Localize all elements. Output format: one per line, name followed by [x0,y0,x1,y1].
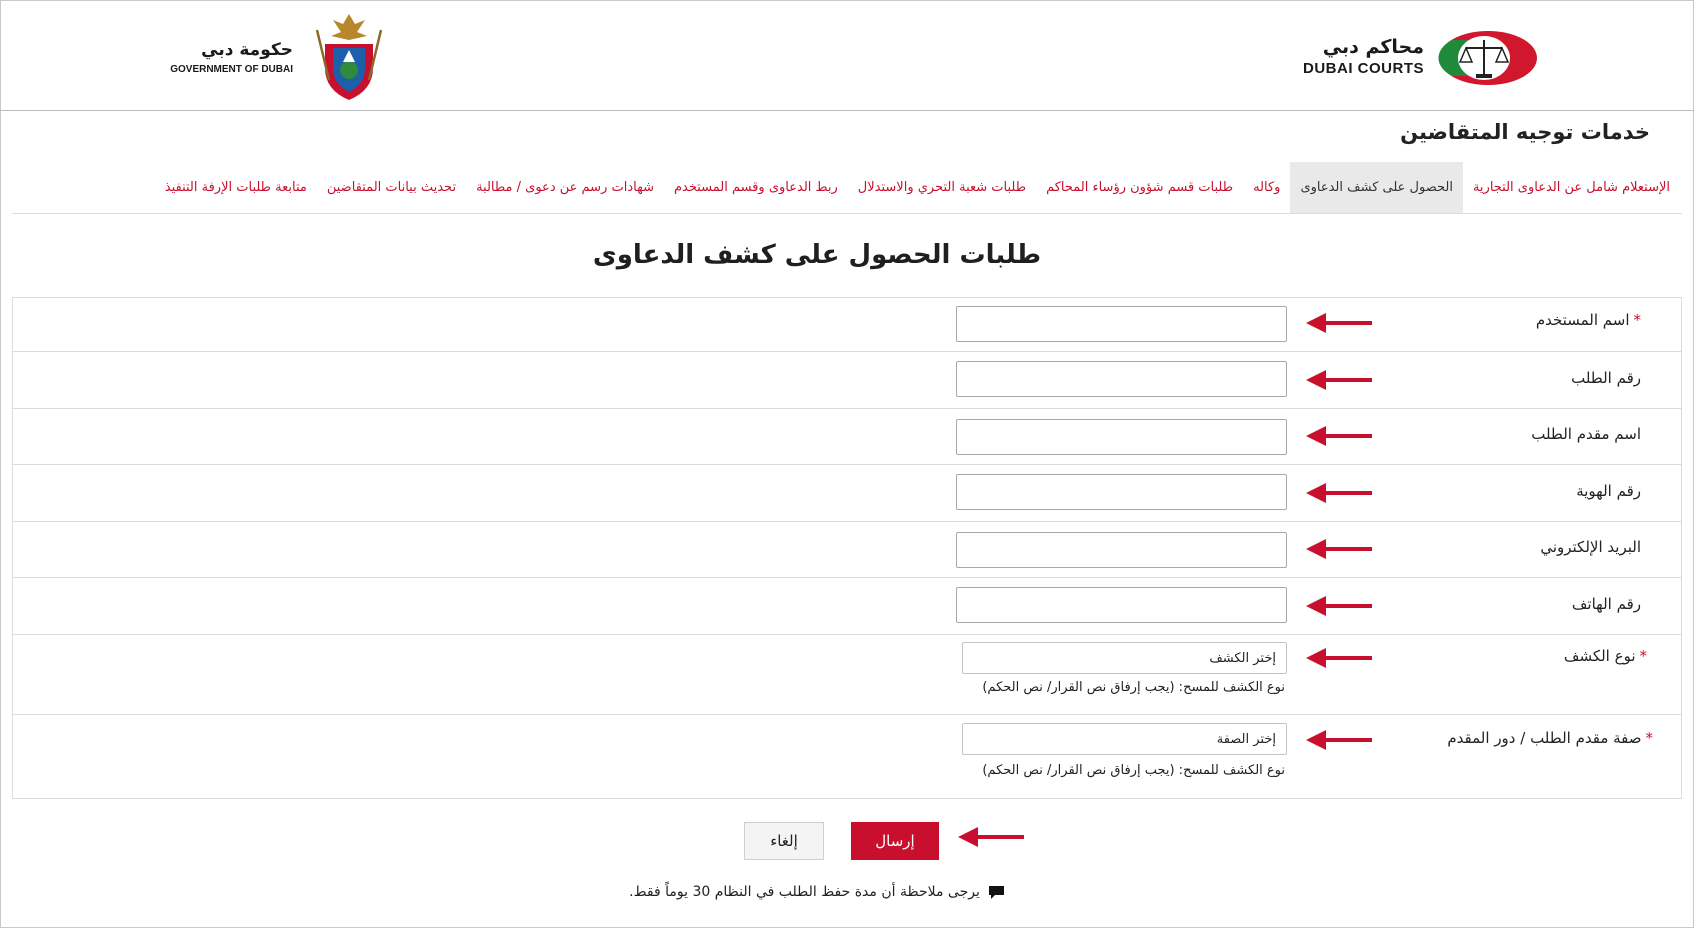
arrow-left-icon [958,826,1024,848]
form-row-email [13,522,1681,578]
field-label-email: البريد الإلكتروني [1540,538,1641,556]
speech-bubble-icon [988,885,1005,900]
gov-name-ar: حكومة دبي [201,40,293,60]
page-heading [0,240,1694,270]
nav-tab-cases-report[interactable]: الحصول على كشف الدعاوى [1290,162,1463,213]
form-row-request-number [13,352,1681,409]
applicant-role-selected: إختر الصفة [1216,731,1276,747]
applicant-name-input[interactable] [956,419,1287,455]
nav-tab-link-cases[interactable]: ربط الدعاوى وقسم المستخدم [673,180,838,195]
arrow-left-icon [1306,647,1372,669]
request-form [12,297,1682,799]
courts-logo-text [1303,36,1424,77]
government-emblem-icon [303,10,395,102]
retention-note-text: يرجى ملاحظة أن مدة حفظ الطلب في النظام 30 يوماً فقط. [629,884,980,900]
arrow-left-icon [1306,425,1372,447]
nav-tab-court-presidents-requests[interactable]: طلبات قسم شؤون رؤساء المحاكم [1046,180,1234,195]
nav-tab-execution-requests[interactable]: متابعة طلبات الإرفة التنفيذ [164,180,307,195]
nav-tab-update-litigant-data[interactable]: تحديث بيانات المتقاضين [326,180,457,195]
phone-input[interactable] [956,587,1287,623]
dubai-courts-logo[interactable] [1298,22,1538,90]
cancel-button[interactable]: إلغاء [744,822,824,860]
nav-tab-investigation-requests[interactable]: طلبات شعبة التحري والاستدلال [857,180,1027,195]
page-heading-text: طلبات الحصول على كشف الدعاوى [592,240,1042,270]
services-nav [12,162,1682,214]
report-type-select[interactable] [962,642,1287,674]
required-mark: * [1639,647,1647,665]
nav-tab-commercial-inquiry[interactable]: الإستعلام شامل عن الدعاوى التجارية [1472,180,1670,195]
arrow-left-icon [1306,729,1372,751]
username-input[interactable] [956,306,1287,342]
email-input[interactable] [956,532,1287,568]
gov-name-en: GOVERNMENT OF DUBAI [170,64,293,75]
field-label-applicant-role: *صفة مقدم الطلب / دور المقدم [1447,729,1653,747]
required-mark: * [1645,729,1653,747]
field-label-phone: رقم الهاتف [1571,595,1641,613]
form-row-report-type [13,635,1681,715]
report-type-selected: إختر الكشف [1209,650,1276,666]
form-row-applicant-role [13,715,1681,798]
required-mark: * [1633,311,1641,329]
courts-name-ar: محاكم دبي [1322,36,1424,58]
nav-tab-fee-certificates[interactable]: شهادات رسم عن دعوى / مطالبة [476,180,654,195]
section-title: خدمات توجيه المتقاضين [1400,120,1650,144]
arrow-left-icon [1306,482,1372,504]
retention-note-inner [629,884,1005,900]
id-number-input[interactable] [956,474,1287,510]
courts-name-en: DUBAI COURTS [1303,60,1424,77]
form-row-applicant-name [13,409,1681,465]
submit-button[interactable]: إرسال [851,822,939,860]
arrow-left-icon [1306,312,1372,334]
applicant-role-hint: نوع الكشف للمسح: (يجب إرفاق نص القرار/ نص الحكم) [982,763,1285,778]
field-label-applicant-name: اسم مقدم الطلب [1531,425,1641,443]
field-label-request-number: رقم الطلب [1571,369,1641,387]
arrow-left-icon [1306,369,1372,391]
field-label-id-number: رقم الهوية [1576,482,1641,500]
field-label-username: *اسم المستخدم [1535,311,1641,329]
form-row-username [13,298,1681,352]
site-header [0,0,1694,111]
gov-logo-text [170,40,293,75]
applicant-role-select[interactable] [962,723,1287,755]
request-number-input[interactable] [956,361,1287,397]
arrow-left-icon [1306,538,1372,560]
report-type-hint: نوع الكشف للمسح: (يجب إرفاق نص القرار/ نص الحكم) [982,680,1285,695]
nav-tab-power-of-attorney[interactable]: وكاله [1253,180,1281,195]
courts-scales-emblem-icon [1438,30,1538,86]
retention-note [0,884,1694,904]
arrow-left-icon [1306,595,1372,617]
government-of-dubai-logo[interactable] [160,10,395,102]
form-row-id-number [13,465,1681,522]
field-label-report-type: *نوع الكشف [1563,647,1647,665]
form-row-phone [13,578,1681,635]
